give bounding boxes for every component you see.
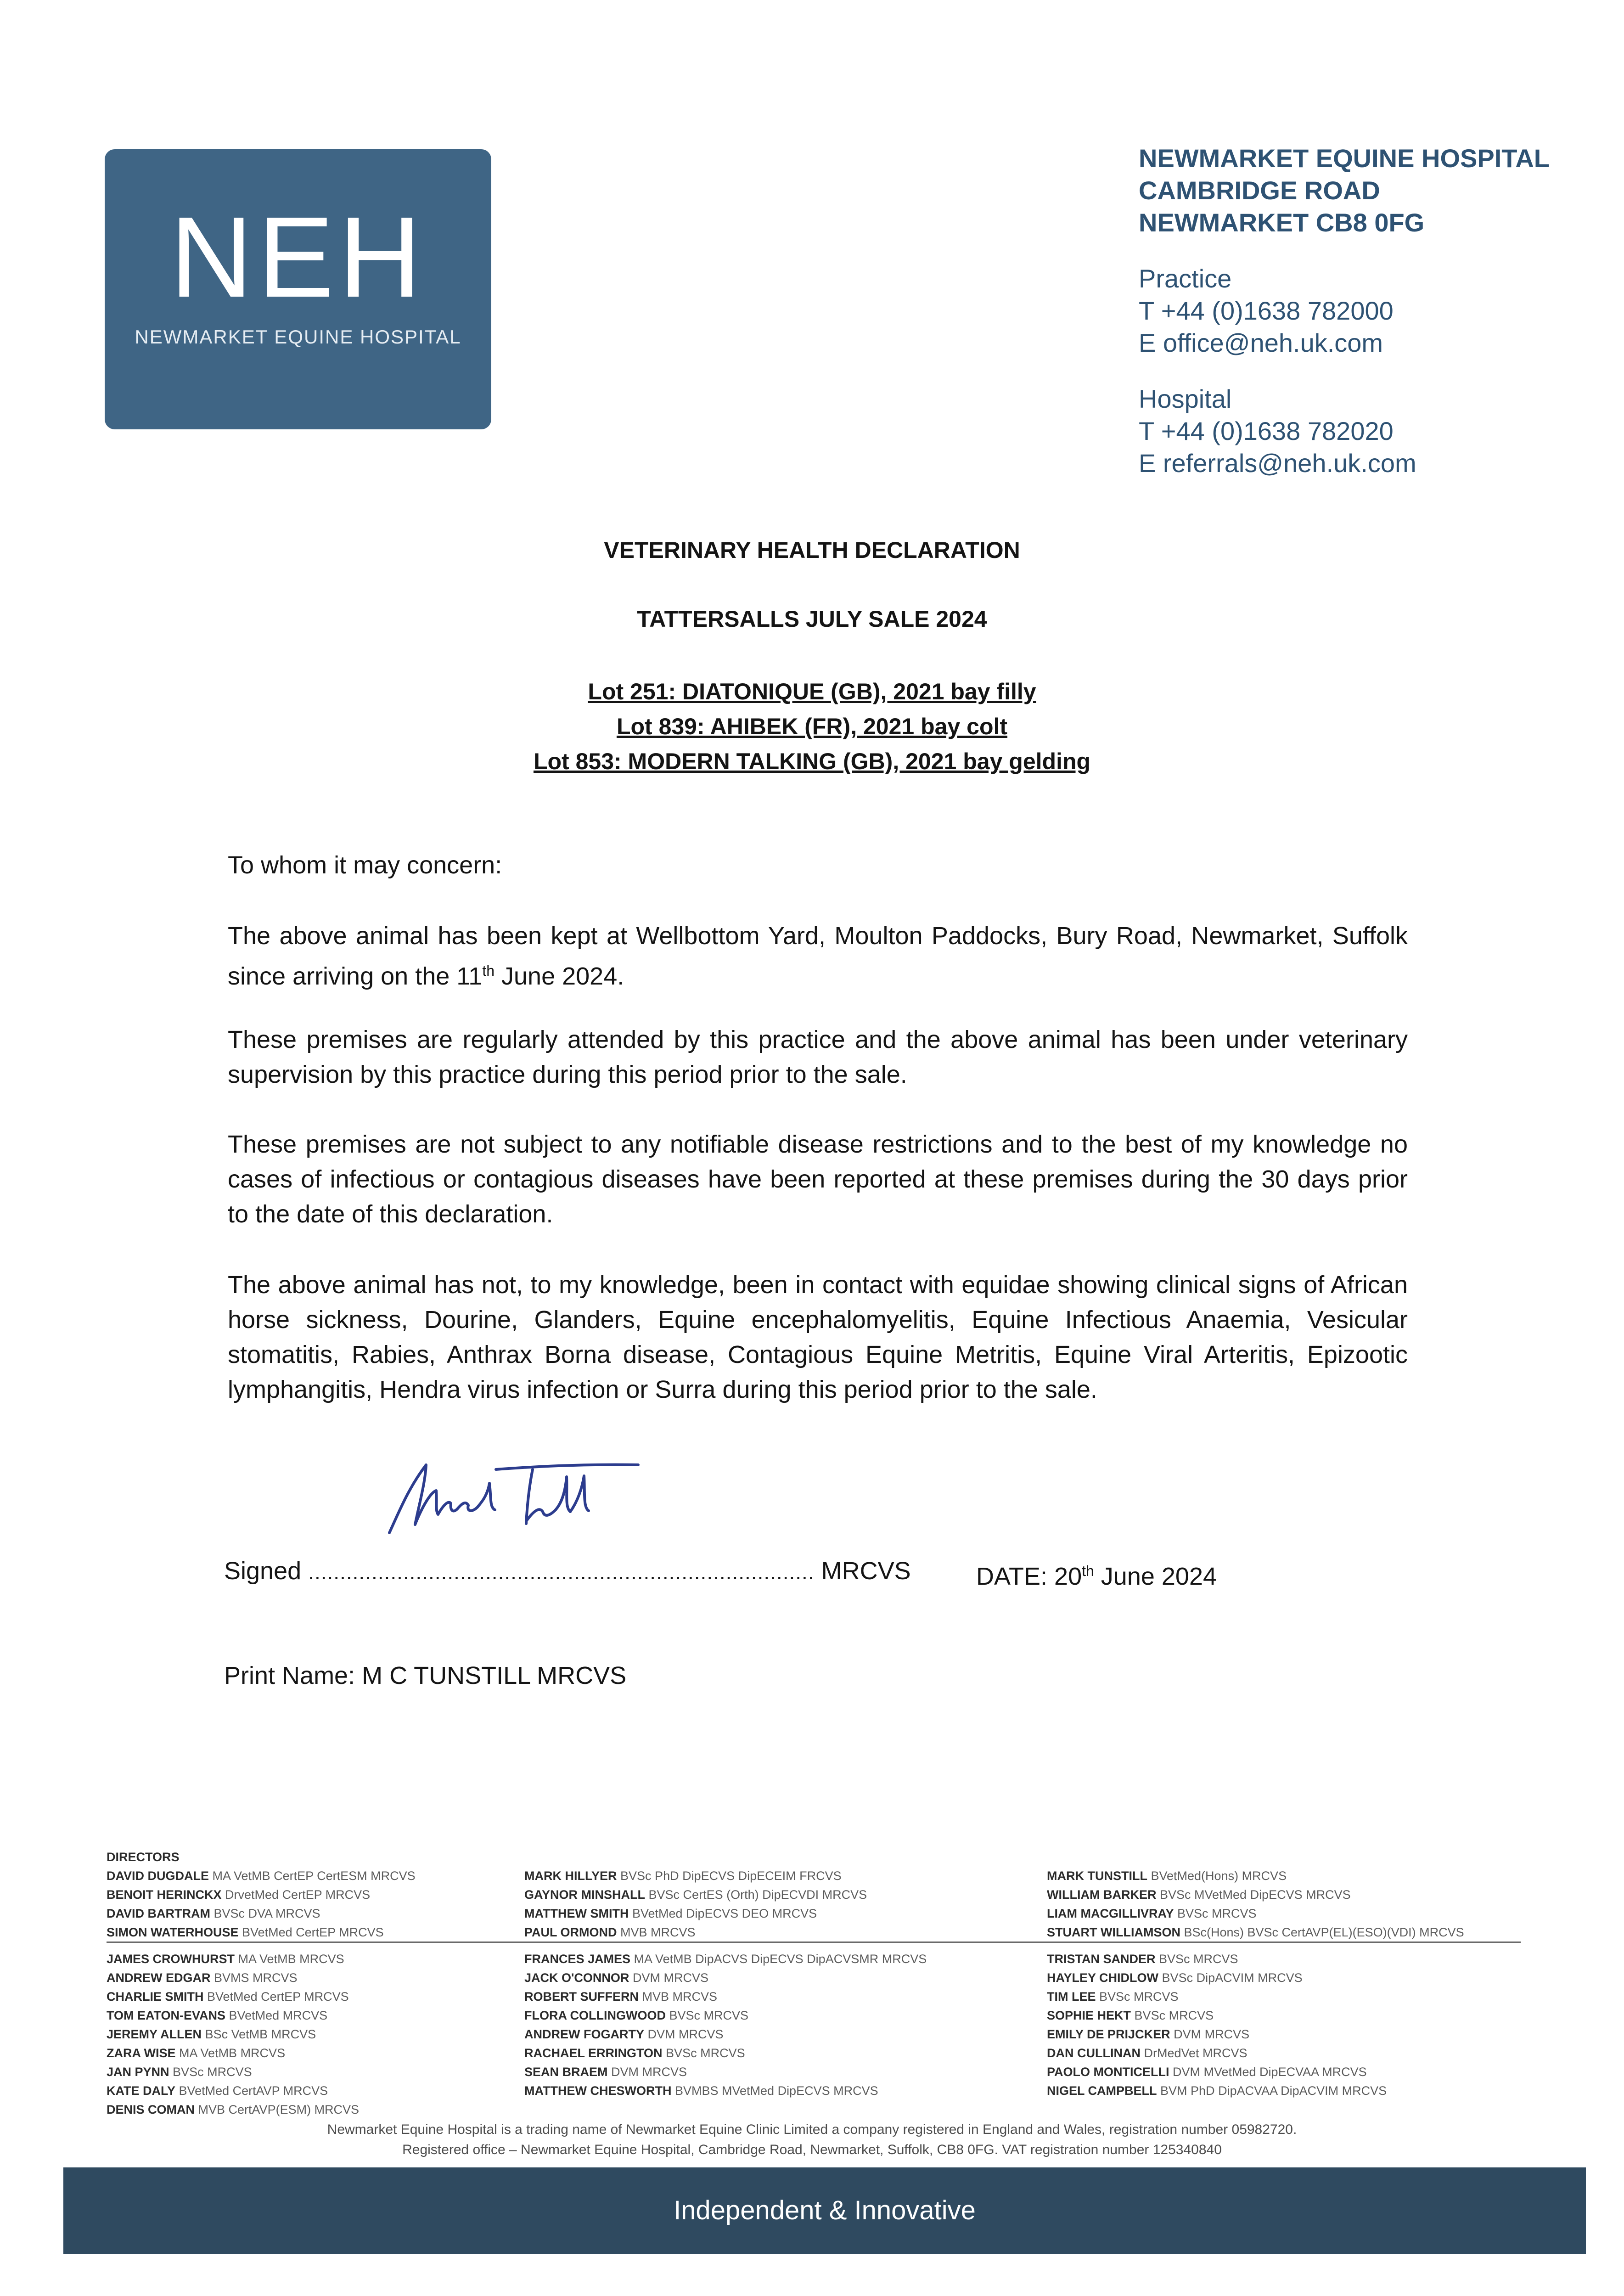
director-entry: MATTHEW CHESWORTH BVMBS MVetMed DipECVS MRCVS <box>524 2084 878 2098</box>
director-entry: LIAM MACGILLIVRAY BVSc MRCVS <box>1047 1907 1257 1920</box>
director-entry: PAOLO MONTICELLI DVM MVetMed DipECVAA MRCVS <box>1047 2065 1367 2079</box>
date-label: DATE: <box>976 1563 1048 1590</box>
director-entry: JAN PYNN BVSc MRCVS <box>107 2065 252 2079</box>
date-day: 20 <box>1054 1563 1082 1590</box>
director-entry: TRISTAN SANDER BVSc MRCVS <box>1047 1952 1238 1966</box>
directors-bottom-col-1 <box>107 1950 359 2119</box>
director-entry: HAYLEY CHIDLOW BVSc DipACVIM MRCVS <box>1047 1971 1303 1985</box>
director-entry: ZARA WISE MA VetMB MRCVS <box>107 2046 286 2060</box>
hospital-email: E referrals@neh.uk.com <box>1139 449 1416 478</box>
lot-line: Lot 853: MODERN TALKING (GB), 2021 bay gelding <box>533 748 1091 774</box>
signature-dots: ................................................................................ <box>308 1560 815 1584</box>
lot-line: Lot 251: DIATONIQUE (GB), 2021 bay filly <box>588 679 1036 704</box>
paragraph-text: The above animal has been kept at Wellbottom Yard, Moulton Paddocks, Bury Road, Newmarket, Suffolk since arriving on the 11 <box>228 922 1408 990</box>
director-entry: FRANCES JAMES MA VetMB DipACVS DipECVS DipACVSMR MRCVS <box>524 1952 927 1966</box>
directors-divider <box>107 1941 1521 1943</box>
director-entry: ANDREW EDGAR BVMS MRCVS <box>107 1971 298 1985</box>
neh-logo <box>105 149 491 429</box>
director-entry: BENOIT HERINCKX DrvetMed CertEP MRCVS <box>107 1888 371 1902</box>
handwritten-signature <box>381 1456 657 1548</box>
legal-notice-line-2: Registered office – Newmarket Equine Hospital, Cambridge Road, Newmarket, Suffolk, CB8 0FG. VAT registration number 125340840 <box>402 2142 1222 2157</box>
directors-bottom-col-3 <box>1047 1950 1387 2100</box>
address-line-2: CAMBRIDGE ROAD <box>1139 176 1380 205</box>
lot-line: Lot 839: AHIBEK (FR), 2021 bay colt <box>616 714 1008 739</box>
address-line-1: NEWMARKET EQUINE HOSPITAL <box>1139 144 1550 173</box>
logo-subtitle: NEWMARKET EQUINE HOSPITAL <box>135 326 461 348</box>
date-month-year: June 2024 <box>1094 1563 1217 1590</box>
address-line-3: NEWMARKET CB8 0FG <box>1139 208 1425 237</box>
salutation: To whom it may concern: <box>228 851 502 879</box>
footer-tagline: Independent & Innovative <box>674 2195 976 2225</box>
director-entry: KATE DALY BVetMed CertAVP MRCVS <box>107 2084 328 2098</box>
directors-top-col-2 <box>524 1867 867 1942</box>
director-entry: DAN CULLINAN DrMedVet MRCVS <box>1047 2046 1248 2060</box>
director-entry: ROBERT SUFFERN MVB MRCVS <box>524 1990 718 2003</box>
declaration-date <box>976 1555 1217 1593</box>
sale-title: TATTERSALLS JULY SALE 2024 <box>637 606 987 632</box>
paragraph-contact: The above animal has not, to my knowledge, been in contact with equidae showing clinical signs of African horse sickness, Dourine, Glanders, Equine encephalomyelitis, Equine Infectious Anaemia, Vesicular stomatitis, Rabies, Anthrax Borna disease, Contagious Equine Metritis, Equine Viral Arteritis, Epizootic lymphangitis, Hendra virus infection or Surra during this period prior to the sale. <box>228 1271 1408 1403</box>
directors-heading: DIRECTORS <box>107 1850 180 1864</box>
director-entry: DENIS COMAN MVB CertAVP(ESM) MRCVS <box>107 2103 360 2116</box>
director-entry: WILLIAM BARKER BVSc MVetMed DipECVS MRCVS <box>1047 1888 1351 1902</box>
director-entry: JAMES CROWHURST MA VetMB MRCVS <box>107 1952 344 1966</box>
director-entry: MARK TUNSTILL BVetMed(Hons) MRCVS <box>1047 1869 1287 1883</box>
hospital-label: Hospital <box>1139 384 1232 413</box>
print-name: Print Name: M C TUNSTILL MRCVS <box>224 1662 627 1689</box>
director-entry: JEREMY ALLEN BSc VetMB MRCVS <box>107 2027 316 2041</box>
director-entry: EMILY DE PRIJCKER DVM MRCVS <box>1047 2027 1250 2041</box>
logo-mark: NEH <box>170 193 426 321</box>
director-entry: SEAN BRAEM DVM MRCVS <box>524 2065 687 2079</box>
director-entry: DAVID BARTRAM BVSc DVA MRCVS <box>107 1907 320 1920</box>
director-entry: MARK HILLYER BVSc PhD DipECVS DipECEIM FRCVS <box>524 1869 842 1883</box>
director-entry: DAVID DUGDALE MA VetMB CertEP CertESM MRCVS <box>107 1869 416 1883</box>
paragraph-disease-restrictions: These premises are not subject to any notifiable disease restrictions and to the best of my knowledge no cases of infectious or contagious diseases have been reported at these premises during the 30 days prior to the date of this declaration. <box>228 1131 1408 1228</box>
paragraph-premises <box>228 918 1408 994</box>
practice-phone: T +44 (0)1638 782000 <box>1139 296 1394 325</box>
director-entry: STUART WILLIAMSON BSc(Hons) BVSc CertAVP(EL)(ESO)(VDI) MRCVS <box>1047 1925 1464 1939</box>
directors-top-col-1 <box>107 1867 416 1942</box>
director-entry: TIM LEE BVSc MRCVS <box>1047 1990 1179 2003</box>
directors-top-col-3 <box>1047 1867 1464 1942</box>
document-title: VETERINARY HEALTH DECLARATION <box>604 537 1020 563</box>
signed-label: Signed <box>224 1557 302 1585</box>
address-block <box>1139 142 1550 479</box>
director-entry: PAUL ORMOND MVB MRCVS <box>524 1925 696 1939</box>
legal-notice-line-1: Newmarket Equine Hospital is a trading name of Newmarket Equine Clinic Limited a company registered in England and Wales, registration number 05982720. <box>327 2122 1297 2137</box>
director-entry: SOPHIE HEKT BVSc MRCVS <box>1047 2009 1214 2022</box>
signed-line <box>224 1555 911 1588</box>
ordinal-suffix: th <box>482 962 495 979</box>
director-entry: JACK O'CONNOR DVM MRCVS <box>524 1971 708 1985</box>
practice-email: E office@neh.uk.com <box>1139 328 1383 357</box>
director-entry: FLORA COLLINGWOOD BVSc MRCVS <box>524 2009 749 2022</box>
paragraph-text: June 2024. <box>495 962 624 990</box>
signature-qualification: MRCVS <box>821 1557 911 1585</box>
director-entry: NIGEL CAMPBELL BVM PhD DipACVAA DipACVIM MRCVS <box>1047 2084 1387 2098</box>
director-entry: GAYNOR MINSHALL BVSc CertES (Orth) DipECVDI MRCVS <box>524 1888 867 1902</box>
lot-list <box>0 674 1624 779</box>
director-entry: SIMON WATERHOUSE BVetMed CertEP MRCVS <box>107 1925 384 1939</box>
directors-bottom-col-2 <box>524 1950 927 2100</box>
director-entry: CHARLIE SMITH BVetMed CertEP MRCVS <box>107 1990 349 2003</box>
paragraph-supervision: These premises are regularly attended by this practice and the above animal has been under veterinary supervision by this practice during this period prior to the sale. <box>228 1026 1408 1088</box>
date-ordinal-suffix: th <box>1082 1563 1094 1579</box>
hospital-phone: T +44 (0)1638 782020 <box>1139 416 1394 445</box>
practice-label: Practice <box>1139 264 1232 293</box>
footer-band <box>63 2167 1586 2254</box>
director-entry: ANDREW FOGARTY DVM MRCVS <box>524 2027 724 2041</box>
director-entry: RACHAEL ERRINGTON BVSc MRCVS <box>524 2046 745 2060</box>
director-entry: MATTHEW SMITH BVetMed DipECVS DEO MRCVS <box>524 1907 817 1920</box>
director-entry: TOM EATON-EVANS BVetMed MRCVS <box>107 2009 328 2022</box>
